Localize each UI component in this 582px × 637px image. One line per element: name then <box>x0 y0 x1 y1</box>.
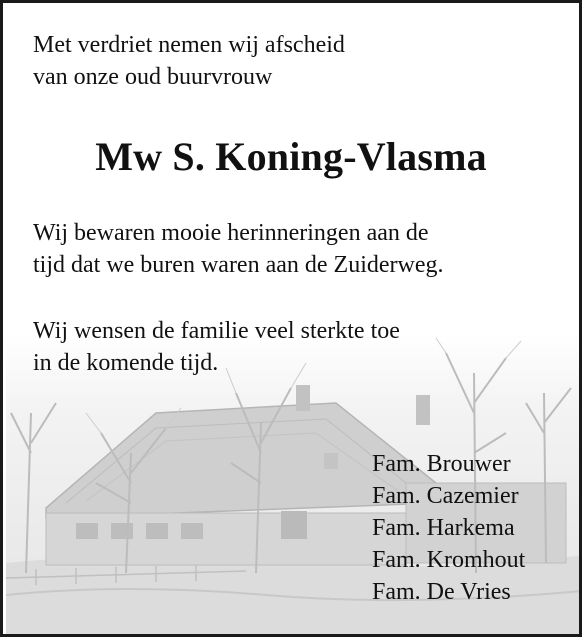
deceased-name: Mw S. Koning-Vlasma <box>95 134 487 179</box>
wish-text <box>33 315 400 379</box>
sender-name: Fam. Kromhout <box>372 547 526 573</box>
intro-text <box>33 29 345 93</box>
senders-list <box>372 448 525 608</box>
wish-line: in de komende tijd. <box>33 350 219 376</box>
wish-line: Wij wensen de familie veel sterkte toe <box>33 318 400 344</box>
sender-name: Fam. Brouwer <box>372 451 511 477</box>
memory-text <box>33 217 444 281</box>
memory-line: Wij bewaren mooie herinneringen aan de <box>33 220 429 246</box>
sender-name: Fam. Cazemier <box>372 483 519 509</box>
sender-name: Fam. Harkema <box>372 515 515 541</box>
intro-line: van onze oud buurvrouw <box>33 64 273 90</box>
memory-line: tijd dat we buren waren aan de Zuiderweg. <box>33 252 444 278</box>
sender-name: Fam. De Vries <box>372 579 511 605</box>
intro-line: Met verdriet nemen wij afscheid <box>33 32 345 58</box>
